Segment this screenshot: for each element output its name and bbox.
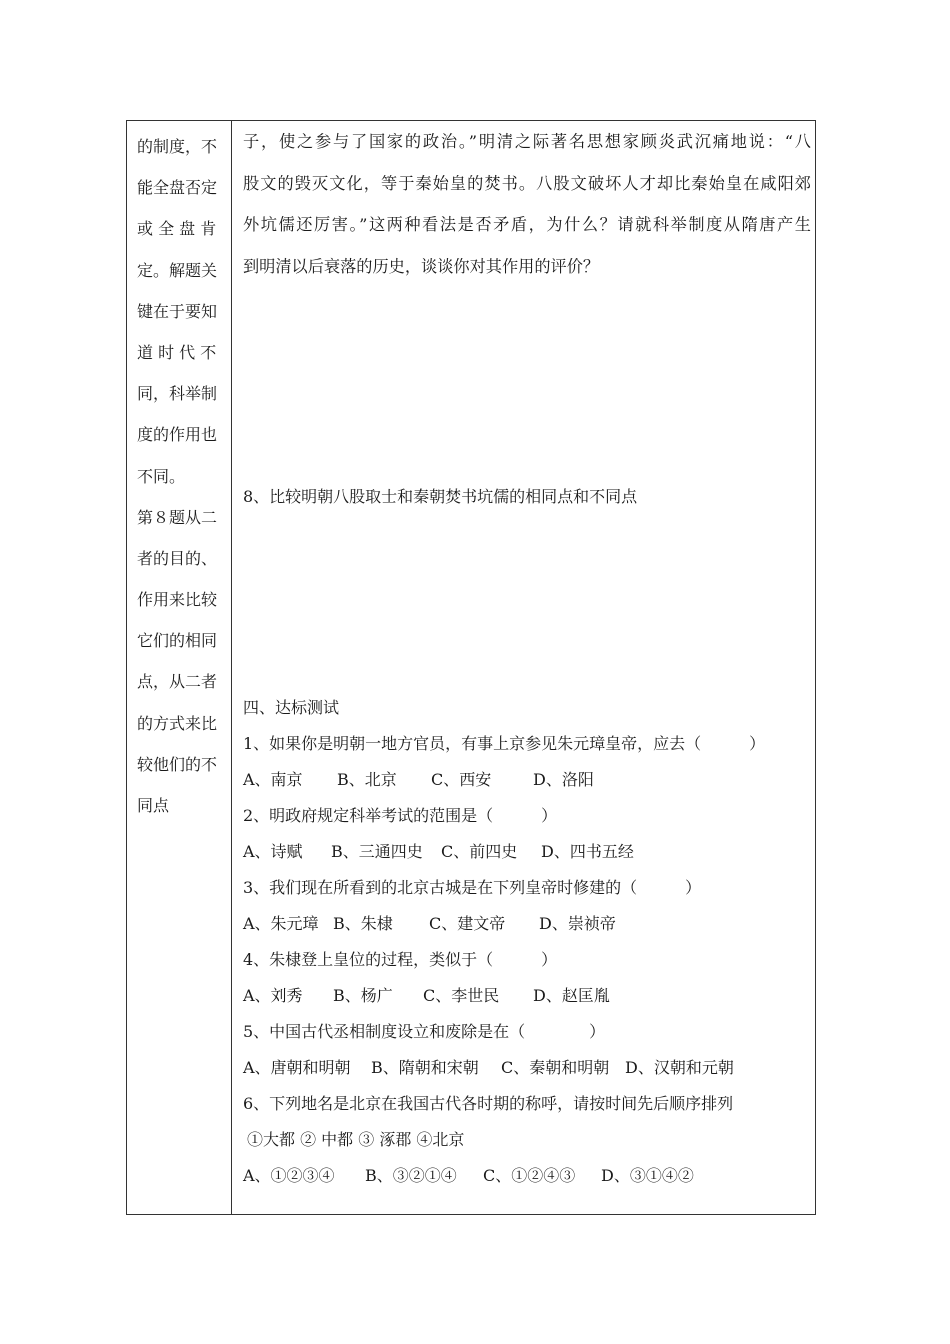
option-a: A、①②③④ [243, 1166, 335, 1185]
option-d: D、③①④② [601, 1166, 694, 1185]
option-a: A、南京 [243, 770, 303, 789]
option-a: A、诗赋 [243, 842, 303, 861]
quiz-sub-6: ①大都 ② 中都 ③ 涿郡 ④北京 [247, 1130, 465, 1149]
note-line: 同点 [137, 796, 170, 815]
option-d: D、赵匡胤 [533, 986, 610, 1005]
option-c: C、①②④③ [483, 1166, 576, 1185]
option-b: B、③②①④ [365, 1166, 457, 1185]
option-c: C、秦朝和明朝 [501, 1058, 610, 1077]
teaching-notes-column [137, 126, 227, 826]
paragraph-line: 股文的毁灭文化，等于秦始皇的焚书。八股文破坏人才却比秦始皇在咸阳郊 [243, 173, 811, 193]
note-line: 者的目的、 [137, 548, 218, 568]
option-c: C、前四史 [441, 842, 518, 861]
note-line: 较他们的不 [137, 754, 218, 774]
quiz-options-4 [243, 986, 610, 1006]
question-8: 8、比较明朝八股取士和秦朝焚书坑儒的相同点和不同点 [243, 487, 638, 506]
quiz-options-2 [243, 842, 634, 862]
note-line: 点，从二者 [137, 672, 218, 692]
quiz-question-3: 3、我们现在所看到的北京古城是在下列皇帝时修建的（ ） [243, 878, 702, 897]
note-line: 它们的相同 [137, 631, 218, 651]
option-c: C、建文帝 [429, 914, 506, 933]
quiz-question-5: 5、中国古代丞相制度设立和废除是在（ ） [243, 1022, 606, 1041]
option-a: A、唐朝和明朝 [243, 1058, 351, 1077]
option-b: B、朱棣 [333, 914, 393, 933]
quiz-options-1 [243, 770, 594, 790]
paragraph-line: 子，使之参与了国家的政治。”明清之际著名思想家顾炎武沉痛地说：“八 [243, 132, 811, 151]
option-b: B、三通四史 [331, 842, 423, 861]
note-line: 同，科举制 [137, 384, 218, 404]
section-title: 四、达标测试 [243, 698, 340, 717]
option-a: A、朱元璋 [243, 914, 319, 933]
note-line: 定。解题关 [137, 260, 218, 280]
note-line: 度的作用也 [137, 425, 218, 445]
note-line: 能全盘否定 [137, 178, 218, 198]
q7-paragraph [243, 121, 811, 287]
paragraph-line: 外坑儒还厉害。”这两种看法是否矛盾，为什么？请就科举制度从隋唐产生 [243, 215, 811, 234]
column-divider [231, 121, 232, 1214]
quiz-question-4: 4、朱棣登上皇位的过程，类似于（ ） [243, 950, 558, 969]
note-line: 作用来比较 [137, 590, 218, 610]
paragraph-line: 到明清以后衰落的历史，谈谈你对其作用的评价？ [243, 256, 600, 276]
option-d: D、四书五经 [541, 842, 634, 861]
quiz-question-1: 1、如果你是明朝一地方官员，有事上京参见朱元璋皇帝，应去（ ） [243, 734, 766, 753]
option-b: B、杨广 [333, 986, 393, 1005]
option-b: B、隋朝和宋朝 [371, 1058, 479, 1077]
note-line: 道 时 代 不 [137, 342, 217, 362]
note-line: 或 全 盘 肯 [137, 219, 217, 239]
quiz-options-3 [243, 914, 616, 934]
option-b: B、北京 [337, 770, 397, 789]
quiz-options-5 [243, 1058, 734, 1078]
option-c: C、西安 [431, 770, 492, 789]
note-line: 的制度，不 [137, 137, 218, 156]
option-d: D、崇祯帝 [539, 914, 616, 933]
option-d: D、洛阳 [533, 770, 594, 789]
quiz-question-6: 6、下列地名是北京在我国古代各时期的称呼，请按时间先后顺序排列 [243, 1094, 734, 1113]
quiz-question-2: 2、明政府规定科举考试的范围是（ ） [243, 806, 558, 825]
option-c: C、李世民 [423, 986, 500, 1005]
note-line: 不同。 [137, 466, 186, 486]
quiz-options-6 [243, 1166, 694, 1186]
note-line: 的方式来比 [137, 713, 218, 733]
option-d: D、汉朝和元朝 [625, 1058, 734, 1077]
note-line: 键在于要知 [137, 301, 218, 321]
note-line: 第８题从二 [137, 507, 218, 527]
content-table [126, 120, 816, 1215]
option-a: A、刘秀 [243, 986, 303, 1005]
